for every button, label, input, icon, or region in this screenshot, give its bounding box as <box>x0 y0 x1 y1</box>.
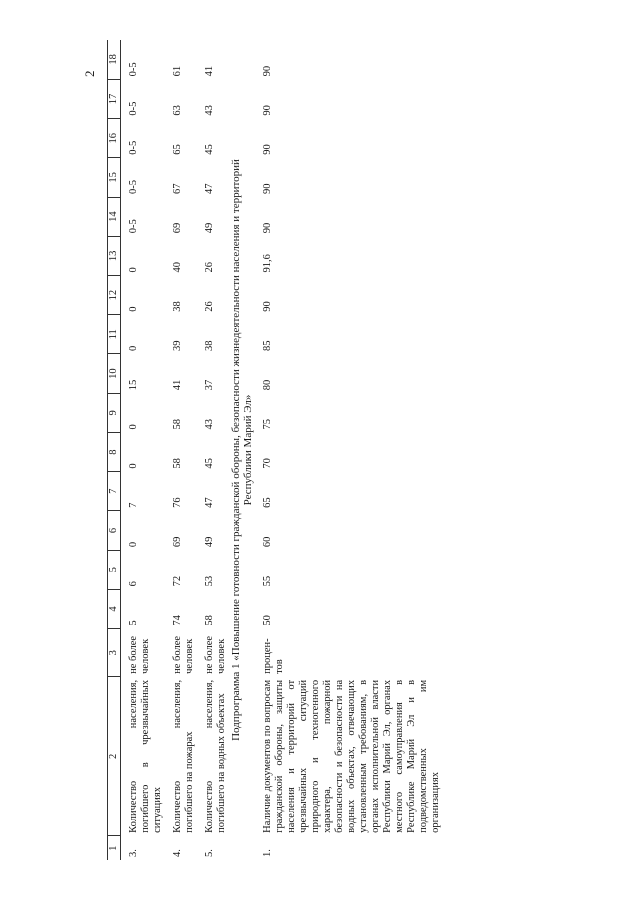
indicator-table <box>107 40 443 860</box>
value-cell: 53 <box>204 575 215 587</box>
value-cell: 91,6 <box>262 254 273 273</box>
value-cell: 39 <box>172 340 183 351</box>
value-cell: 0 <box>128 345 139 351</box>
value-cell: 49 <box>204 536 215 548</box>
col-header: 7 <box>108 472 121 511</box>
indicator-name: Количество населения, погибшего в чрезвычайных ситуациях <box>128 679 163 833</box>
column-number-header <box>108 40 121 860</box>
unit-cell: не более человек <box>128 635 151 674</box>
table-row <box>121 40 166 860</box>
value-cell: 0-5 <box>128 140 139 155</box>
row-number: 5. <box>204 849 215 857</box>
value-cell: 38 <box>204 340 215 351</box>
unit-cell: процен-тов <box>262 638 285 674</box>
value-cell: 0-5 <box>128 62 139 77</box>
table-row <box>165 40 197 860</box>
value-cell: 0 <box>128 463 139 469</box>
section-heading-line: Подпрограмма 1 «Повышение готовности гражданской обороны, безопасности жизнедеятельности населения и территорий <box>230 159 242 741</box>
value-cell: 26 <box>204 262 215 273</box>
value-cell: 15 <box>128 379 139 391</box>
value-cell: 0 <box>128 541 139 548</box>
col-header: 8 <box>108 432 121 471</box>
value-cell: 41 <box>172 379 183 391</box>
col-header: 16 <box>108 119 121 158</box>
value-cell: 7 <box>128 502 139 508</box>
value-cell: 47 <box>204 183 215 195</box>
col-header: 18 <box>108 40 121 79</box>
col-header: 5 <box>108 550 121 589</box>
value-cell: 0-5 <box>128 219 139 234</box>
col-header: 1 <box>108 836 121 860</box>
value-cell: 0-5 <box>128 101 139 116</box>
value-cell: 58 <box>204 615 215 626</box>
value-cell: 90 <box>262 183 273 195</box>
value-cell: 58 <box>172 418 183 430</box>
value-cell: 80 <box>262 379 273 391</box>
value-cell: 90 <box>262 144 273 155</box>
value-cell: 0 <box>128 424 139 430</box>
value-cell: 69 <box>172 536 183 548</box>
col-header: 14 <box>108 197 121 236</box>
value-cell: 43 <box>204 418 215 430</box>
value-cell: 63 <box>172 105 183 116</box>
col-header: 17 <box>108 79 121 118</box>
value-cell: 90 <box>262 222 273 234</box>
value-cell: 43 <box>204 105 215 116</box>
table-row <box>255 40 443 860</box>
value-cell: 70 <box>262 458 273 469</box>
value-cell: 0 <box>128 267 139 273</box>
col-header: 15 <box>108 158 121 197</box>
value-cell: 65 <box>262 497 273 508</box>
col-header: 2 <box>108 677 121 836</box>
row-number: 3. <box>128 849 139 857</box>
col-header: 9 <box>108 393 121 432</box>
section-heading-row <box>229 40 255 860</box>
row-number: 1. <box>262 849 273 857</box>
col-header: 13 <box>108 236 121 275</box>
value-cell: 55 <box>262 575 273 587</box>
page-number: 2 <box>82 70 97 77</box>
value-cell: 50 <box>262 615 273 626</box>
table-row <box>197 40 229 860</box>
value-cell: 90 <box>262 105 273 116</box>
rotated-table-canvas <box>107 40 527 860</box>
col-header: 6 <box>108 511 121 550</box>
value-cell: 72 <box>172 575 183 587</box>
value-cell: 90 <box>262 65 273 77</box>
indicator-name: Количество населения, погибшего на водных объектах <box>204 679 227 833</box>
value-cell: 61 <box>172 65 183 77</box>
value-cell: 65 <box>172 144 183 155</box>
value-cell: 49 <box>204 222 215 234</box>
section-heading-line: Республики Марий Эл» <box>242 394 254 506</box>
value-cell: 47 <box>204 497 215 508</box>
value-cell: 26 <box>204 301 215 312</box>
unit-cell: не более человек <box>172 635 195 674</box>
value-cell: 41 <box>204 65 215 77</box>
col-header: 3 <box>108 629 121 677</box>
value-cell: 85 <box>262 340 273 351</box>
value-cell: 60 <box>262 536 273 548</box>
value-cell: 90 <box>262 301 273 312</box>
value-cell: 58 <box>172 458 183 469</box>
value-cell: 37 <box>204 379 215 391</box>
value-cell: 6 <box>128 581 139 587</box>
indicator-name: Наличие документов по вопросам гражданской обороны, защиты населения и территорий от чрезвычайных ситуаций природного и техногенного характера, пожарной безопасности и безопасности на водных объектах, отвечающих установленным требованиям, в органах исполнительной власти Республики Марий Эл, органах местного самоуправления в Республике Марий Эл и в подведомственных им организациях <box>262 679 441 833</box>
value-cell: 75 <box>262 418 273 430</box>
col-header: 4 <box>108 589 121 628</box>
value-cell: 40 <box>172 262 183 273</box>
col-header: 10 <box>108 354 121 393</box>
value-cell: 76 <box>172 497 183 508</box>
col-header: 11 <box>108 315 121 354</box>
section-heading <box>229 40 255 860</box>
value-cell: 0 <box>128 306 139 312</box>
value-cell: 38 <box>172 301 183 312</box>
value-cell: 5 <box>128 620 139 626</box>
indicator-name: Количество населения, погибшего на пожарах <box>172 679 195 833</box>
value-cell: 0-5 <box>128 180 139 195</box>
col-header: 12 <box>108 276 121 315</box>
value-cell: 69 <box>172 222 183 234</box>
row-number: 4. <box>172 849 183 857</box>
unit-cell: не более человек <box>204 635 227 674</box>
value-cell: 67 <box>172 183 183 195</box>
value-cell: 45 <box>204 458 215 469</box>
value-cell: 74 <box>172 615 183 626</box>
value-cell: 45 <box>204 144 215 155</box>
